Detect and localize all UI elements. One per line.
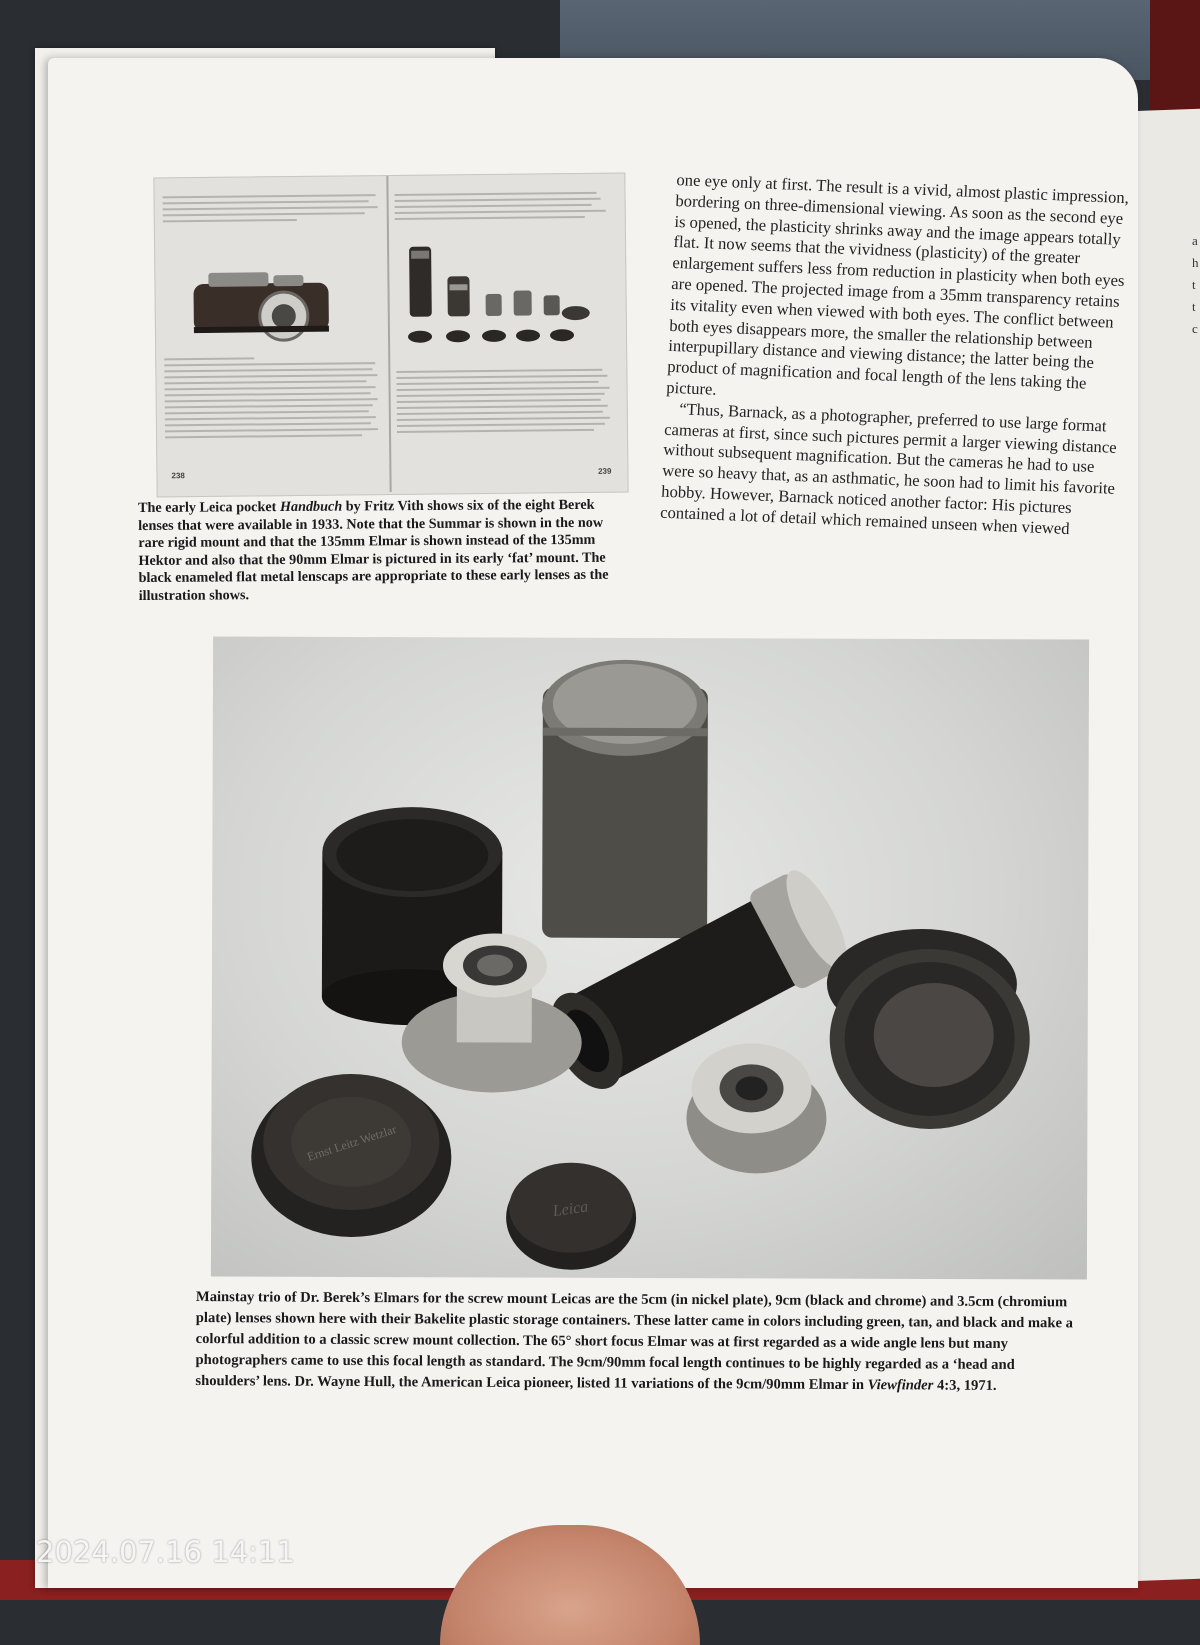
caption-text: by Fritz Vith shows six of the eight Berek lenses that were available in 1933. Note that the Summar is shown in the now rare rigid mount and that the 135mm Elmar is shown instead of the 135mm Hektor and also that the 90mm Elmar is pictured in its early ‘fat’ mount. The black enameled flat metal lenscaps are appropriate to these early lenses as the illustration shows. [138,496,609,604]
body-paragraph: one eye only at first. The result is a vivid, almost plastic impression, bordering on three-dimensional viewing. As soon as the second eye is opened, the plasticity shrinks away and the image appears totally flat. It now seems that the vividness (plasticity) of the greater enlargement suffers less from reduction in plasticity when both eyes are opened. The projected image from a 35mm transparency retains its vitality even when viewed with both eyes. The conflict between both eyes disappears more, the smaller the relationship between interpupillary distance and viewing distance; the latter being the product of magnification and focal length of the lens taking the picture. [665,170,1130,399]
leica-cap-logo: Leica [551,1198,590,1221]
next-page-letter: h [1192,255,1199,270]
handbook-camera-illustration [163,237,388,359]
cap-inscription: Ernst Leitz Wetzlar [305,1122,398,1164]
next-page-letter: t [1192,277,1196,292]
handbook-text-block [164,352,389,442]
body-text-column [660,170,1132,541]
caption-italic-title: Viewfinder [867,1377,934,1394]
photo-caption [195,1287,1081,1397]
handbook-right-page-number: 239 [598,466,612,476]
lens-photo-illustration [211,636,1089,1279]
handbook-caption [138,497,629,605]
handbook-left-page-number: 238 [171,471,185,481]
next-page-letter: a [1192,233,1198,248]
next-page-edge [1130,109,1200,1581]
next-page-letter: t [1192,299,1196,314]
next-page-letter: c [1192,321,1198,336]
next-page-letters [1192,230,1200,340]
elmar-35mm-lens [686,1043,826,1173]
handbook-left-page [162,182,389,484]
caption-text: Mainstay trio of Dr. Berek’s Elmars for the screw mount Leicas are the 5cm (in nickel plate), 9cm (black and chrome) and 3.5cm (chromium plate) lenses shown here with their Bakelite plastic storage containers. These latter came in colors including green, tan, and black and make a colorful addition to a classic screw mount collection. The 65° short focus Elmar was at first regarded as a wide angle lens but many photographers came to use this focal length as standard. The 9cm/90mm focal length continues to be highly regarded as a ‘head and shoulders’ lens. Dr. Wayne Hull, the American Leica pioneer, listed 11 variations of the 9cm/90mm Elmar in [195,1289,1073,1394]
caption-italic-title: Handbuch [279,498,343,516]
caption-text: The early Leica pocket [138,499,280,516]
handbook-text-block [395,192,619,220]
handbook-right-page [394,180,621,482]
caption-text: 4:3, 1971. [933,1377,997,1394]
handbook-lenses-illustration [395,235,620,357]
handbook-text-block [163,194,387,222]
lens-photograph [211,636,1089,1279]
handbook-text-block [396,365,621,437]
handbook-scan-figure [153,173,628,498]
photo-timestamp: 2024.07.16 14:11 [36,1535,295,1569]
body-paragraph: “Thus, Barnack, as a photographer, preferred to use large format cameras at first, since such pictures permit a larger viewing distance without subsequent magnification. But the cameras he had to use were so heavy that, as an asthmatic, he soon had to limit his favorite hobby. However, Barnack noticed another factor: His pictures contained a lot of detail which remained unseen when viewed [659,399,1118,538]
